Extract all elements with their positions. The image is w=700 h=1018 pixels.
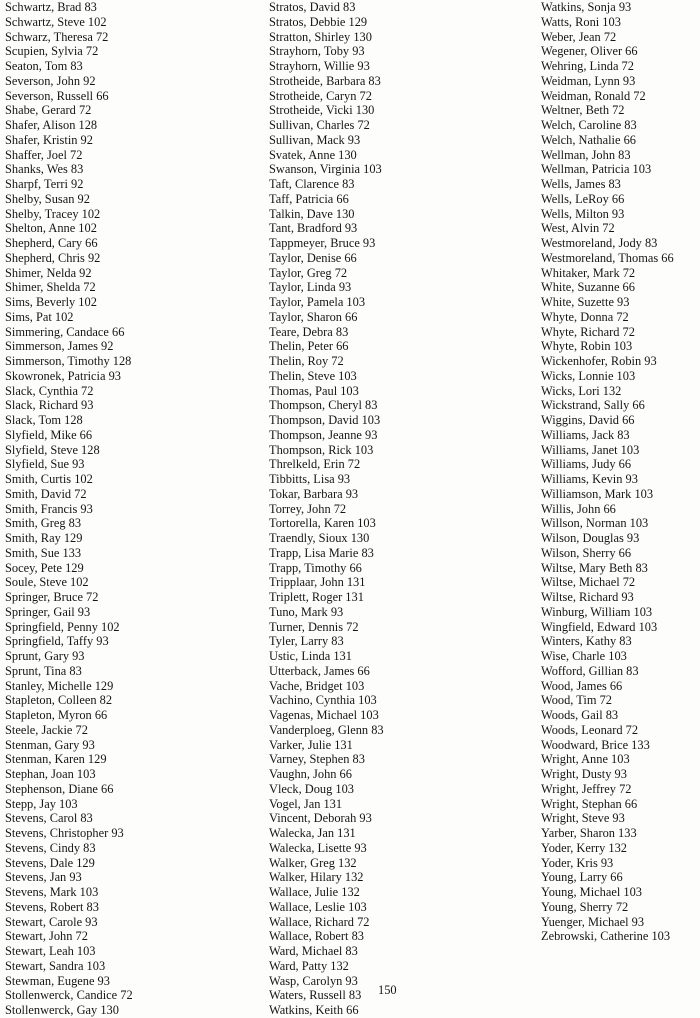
index-entry: Slack, Richard 93 [5,398,94,413]
index-entry: Vaughn, John 66 [269,767,352,781]
index-entry: Smith, Francis 93 [5,501,93,516]
index-entry: Shepherd, Chris 92 [5,250,101,265]
index-entry: Stewman, Eugene 93 [5,973,110,988]
index-entry: Slyfield, Steve 128 [5,442,100,457]
index-entry: Ward, Patty 132 [269,958,349,973]
index-entry: Soule, Steve 102 [5,575,89,590]
index-entry: Teare, Debra 83 [269,324,349,339]
index-entry: Weber, Jean 72 [541,29,617,44]
index-entry: Taylor, Greg 72 [269,265,348,280]
index-entry: Stollenwerck, Candice 72 [5,988,133,1003]
index-entry: Wallace, Richard 72 [269,914,370,929]
index-entry: Woods, Leonard 72 [541,722,639,737]
index-entry: Skowronek, Patricia 93 [5,368,121,383]
index-entry: Smith, Curtis 102 [5,472,93,486]
index-entry: Taylor, Pamela 103 [269,295,366,309]
index-entry: Wallace, Leslie 103 [269,899,367,914]
index-entry: Wicks, Lonnie 103 [541,368,636,383]
index-entry: Varney, Stephen 83 [269,752,365,767]
index-entry: Shabe, Gerard 72 [5,103,92,118]
index-entry: Walker, Hilary 132 [269,870,364,885]
index-column-3 [541,0,674,944]
index-entry: Shimer, Nelda 92 [5,265,92,280]
index-entry: Stephan, Joan 103 [5,767,96,781]
index-entry: Watts, Roni 103 [541,14,621,29]
index-entry: Stratos, David 83 [269,0,356,14]
index-entry: Sims, Pat 102 [5,309,74,324]
index-entry: Stenman, Gary 93 [5,737,95,752]
index-entry: Taylor, Linda 93 [269,280,352,295]
index-entry: Scupien, Sylvia 72 [5,44,99,59]
index-entry: Socey, Pete 129 [5,560,84,575]
index-entry: Ustic, Linda 131 [269,649,352,663]
index-entry: Sprunt, Tina 83 [5,663,82,678]
index-entry: Shafer, Alison 128 [5,118,98,132]
index-entry: Swanson, Virginia 103 [269,162,382,177]
index-entry: Sullivan, Charles 72 [269,118,370,132]
index-entry: Walecka, Jan 131 [269,826,356,840]
index-entry: Shepherd, Cary 66 [5,236,98,250]
index-entry: Williams, Janet 103 [541,442,640,457]
index-entry: Vachino, Cynthia 103 [269,693,377,708]
index-entry: Wright, Anne 103 [541,752,630,767]
index-entry: Wells, LeRoy 66 [541,191,625,206]
index-entry: Tortorella, Karen 103 [269,516,376,531]
index-entry: Stanley, Michelle 129 [5,678,114,693]
index-entry: Winters, Kathy 83 [541,634,632,649]
index-entry: Wells, Milton 93 [541,206,625,221]
index-entry: Whyte, Donna 72 [541,309,629,324]
index-entry: West, Alvin 72 [541,221,615,236]
index-column-1 [5,0,133,1018]
index-entry: Taylor, Denise 66 [269,250,357,265]
index-entry: Young, Sherry 72 [541,899,629,914]
index-entry: Wright, Stephan 66 [541,796,638,811]
index-entry: Seaton, Tom 83 [5,59,83,73]
index-entry: Taff, Patricia 66 [269,191,349,206]
index-entry: Schwarz, Theresa 72 [5,29,109,44]
index-entry: Svatek, Anne 130 [269,147,357,162]
index-entry: Utterback, James 66 [269,663,370,678]
index-column-2 [269,0,384,1018]
index-entry: Vogel, Jan 131 [269,796,343,811]
index-entry: Wilson, Sherry 66 [541,545,632,560]
index-entry: Walker, Greg 132 [269,855,357,870]
index-entry: Sprunt, Gary 93 [5,649,85,663]
index-entry: Wise, Charle 103 [541,649,627,663]
index-entry: Thompson, Rick 103 [269,442,374,457]
index-entry: Wilson, Douglas 93 [541,531,640,545]
index-entry: Tibbitts, Lisa 93 [269,472,351,486]
index-entry: Springfield, Taffy 93 [5,634,109,649]
index-entry: Stapleton, Colleen 82 [5,693,113,708]
index-entry: Wegener, Oliver 66 [541,44,638,59]
index-entry: Stevens, Cindy 83 [5,840,96,855]
index-entry: Willis, John 66 [541,501,616,516]
index-entry: Torrey, John 72 [269,501,347,516]
index-entry: Wasp, Carolyn 93 [269,973,358,988]
index-entry: Wallace, Robert 83 [269,929,364,944]
index-entry: Thelin, Steve 103 [269,368,357,383]
index-entry: Stevens, Dale 129 [5,855,95,870]
index-entry: Vanderploeg, Glenn 83 [269,722,384,737]
index-entry: Taft, Clarence 83 [269,177,355,191]
index-entry: Sullivan, Mack 93 [269,132,361,147]
index-entry: Wiltse, Mary Beth 83 [541,560,648,575]
index-entry: Wicks, Lori 132 [541,383,622,398]
index-entry: Williams, Judy 66 [541,457,632,472]
index-entry: Trapp, Timothy 66 [269,560,362,575]
index-entry: Varker, Julie 131 [269,737,353,752]
index-entry: Turner, Dennis 72 [269,619,359,634]
index-entry: Waters, Russell 83 [269,988,362,1003]
index-entry: Triplett, Roger 131 [269,590,364,604]
index-entry: Woods, Gail 83 [541,708,619,722]
index-entry: Smith, Ray 129 [5,531,83,545]
index-entry: Slyfield, Sue 93 [5,457,85,472]
index-entry: Smith, Greg 83 [5,516,82,531]
index-entry: Shafer, Kristin 92 [5,132,93,147]
index-entry: Stepp, Jay 103 [5,796,78,811]
index-entry: Weidman, Ronald 72 [541,88,646,103]
index-entry: Willson, Norman 103 [541,516,649,531]
index-entry: Wright, Dusty 93 [541,767,627,781]
index-entry: Wright, Steve 93 [541,811,625,826]
index-entry: Threlkeld, Erin 72 [269,457,361,472]
index-entry: Wood, James 66 [541,678,623,693]
index-entry: Slack, Tom 128 [5,413,83,427]
index-entry: Yarber, Sharon 133 [541,826,637,840]
index-entry: Wehring, Linda 72 [541,59,634,73]
index-entry: Weltner, Beth 72 [541,103,625,118]
index-entry: Stratos, Debbie 129 [269,14,368,29]
index-entry: Young, Larry 66 [541,870,623,885]
index-entry: White, Suzette 93 [541,295,630,309]
index-entry: Stephenson, Diane 66 [5,781,114,796]
index-entry: Tokar, Barbara 93 [269,486,359,501]
index-entry: Stevens, Jan 93 [5,870,82,885]
index-entry: Woodward, Brice 133 [541,737,650,752]
index-entry: Vincent, Deborah 93 [269,811,372,826]
index-entry: Whitaker, Mark 72 [541,265,636,280]
index-entry: Simmerson, James 92 [5,339,114,354]
index-entry: Tappmeyer, Bruce 93 [269,236,376,250]
index-entry: Wellman, John 83 [541,147,631,162]
index-entry: Welch, Nathalie 66 [541,132,636,147]
index-entry: Williams, Kevin 93 [541,472,638,486]
index-entry: Shimer, Shelda 72 [5,280,96,295]
index-entry: Shelby, Tracey 102 [5,206,101,221]
index-entry: Stevens, Robert 83 [5,899,99,914]
index-entry: Thelin, Peter 66 [269,339,349,354]
index-entry: Tant, Bradford 93 [269,221,358,236]
index-entry: Shanks, Wes 83 [5,162,84,177]
index-entry: Watkins, Sonja 93 [541,0,632,14]
index-entry: Young, Michael 103 [541,885,642,899]
index-entry: Traendly, Sioux 130 [269,531,370,545]
index-entry: Wellman, Patricia 103 [541,162,652,177]
index-entry: Welch, Caroline 83 [541,118,637,132]
index-entry: Stewart, Leah 103 [5,944,96,958]
index-entry: Thelin, Roy 72 [269,354,344,368]
index-entry: Wickstrand, Sally 66 [541,398,645,413]
index-entry: Shaffer, Joel 72 [5,147,83,162]
index-entry: Simmering, Candace 66 [5,324,125,339]
index-entry: Westmoreland, Jody 83 [541,236,658,250]
index-entry: Thomas, Paul 103 [269,383,359,398]
index-entry: Steele, Jackie 72 [5,722,88,737]
index-entry: Wofford, Gillian 83 [541,663,639,678]
index-entry: Wells, James 83 [541,177,621,191]
index-entry: Strotheide, Vicki 130 [269,103,375,118]
index-entry: Yoder, Kerry 132 [541,840,628,855]
index-entry: Whyte, Richard 72 [541,324,635,339]
index-entry: Stevens, Christopher 93 [5,826,124,840]
index-entry: Winburg, William 103 [541,604,653,619]
index-entry: Wright, Jeffrey 72 [541,781,632,796]
index-entry: Wickenhofer, Robin 93 [541,354,657,368]
index-entry: Watkins, Keith 66 [269,1003,359,1017]
index-entry: Shelton, Anne 102 [5,221,97,236]
index-entry: Trapp, Lisa Marie 83 [269,545,374,560]
index-entry: Severson, Russell 66 [5,88,109,103]
index-entry: White, Suzanne 66 [541,280,635,295]
index-entry: Westmoreland, Thomas 66 [541,250,674,265]
index-entry: Talkin, Dave 130 [269,206,355,221]
index-entry: Simmerson, Timothy 128 [5,354,132,368]
index-entry: Springfield, Penny 102 [5,619,120,634]
index-entry: Sims, Beverly 102 [5,295,97,309]
index-entry: Stollenwerck, Gay 130 [5,1003,119,1017]
index-entry: Wiltse, Richard 93 [541,590,634,604]
index-entry: Stewart, Carole 93 [5,914,98,929]
index-entry: Smith, Sue 133 [5,545,82,560]
index-entry: Strayhorn, Willie 93 [269,59,370,73]
page-number: 150 [378,983,397,997]
index-entry: Shelby, Susan 92 [5,191,90,206]
index-entry: Williamson, Mark 103 [541,486,654,501]
index-entry: Strayhorn, Toby 93 [269,44,365,59]
index-entry: Schwartz, Steve 102 [5,14,107,29]
index-entry: Wallace, Julie 132 [269,885,360,899]
index-entry: Thompson, David 103 [269,413,381,427]
index-entry: Wood, Tim 72 [541,693,612,708]
index-entry: Slack, Cynthia 72 [5,383,94,398]
index-entry: Stratton, Shirley 130 [269,29,372,44]
index-entry: Springer, Bruce 72 [5,590,99,604]
index-entry: Tuno, Mark 93 [269,604,344,619]
index-entry: Zebrowski, Catherine 103 [541,929,671,944]
index-entry: Wingfield, Edward 103 [541,619,658,634]
index-entry: Thompson, Cheryl 83 [269,398,378,413]
index-entry: Stevens, Carol 83 [5,811,93,826]
index-entry: Wiltse, Michael 72 [541,575,636,590]
index-entry: Ward, Michael 83 [269,944,358,958]
index-entry: Slyfield, Mike 66 [5,427,93,442]
index-entry: Stenman, Karen 129 [5,752,107,767]
index-entry: Stevens, Mark 103 [5,885,99,899]
index-entry: Yuenger, Michael 93 [541,914,645,929]
index-entry: Stapleton, Myron 66 [5,708,108,722]
index-entry: Schwartz, Brad 83 [5,0,97,14]
index-entry: Strotheide, Barbara 83 [269,73,381,88]
index-entry: Whyte, Robin 103 [541,339,633,354]
index-entry: Severson, John 92 [5,73,96,88]
index-entry: Williams, Jack 83 [541,427,630,442]
index-entry: Sharpf, Terri 92 [5,177,84,191]
index-entry: Tyler, Larry 83 [269,634,344,649]
index-entry: Thompson, Jeanne 93 [269,427,378,442]
index-entry: Springer, Gail 93 [5,604,91,619]
index-entry: Stewart, Sandra 103 [5,958,106,973]
index-entry: Stewart, John 72 [5,929,88,944]
index-entry: Strotheide, Caryn 72 [269,88,372,103]
index-entry: Vagenas, Michael 103 [269,708,379,722]
index-entry: Tripplaar, John 131 [269,575,366,590]
index-entry: Yoder, Kris 93 [541,855,614,870]
index-entry: Vache, Bridget 103 [269,678,365,693]
index-entry: Smith, David 72 [5,486,87,501]
index-entry: Weidman, Lynn 93 [541,73,636,88]
index-entry: Taylor, Sharon 66 [269,309,358,324]
index-entry: Wiggins, David 66 [541,413,635,427]
index-entry: Vleck, Doug 103 [269,781,354,796]
index-entry: Walecka, Lisette 93 [269,840,367,855]
